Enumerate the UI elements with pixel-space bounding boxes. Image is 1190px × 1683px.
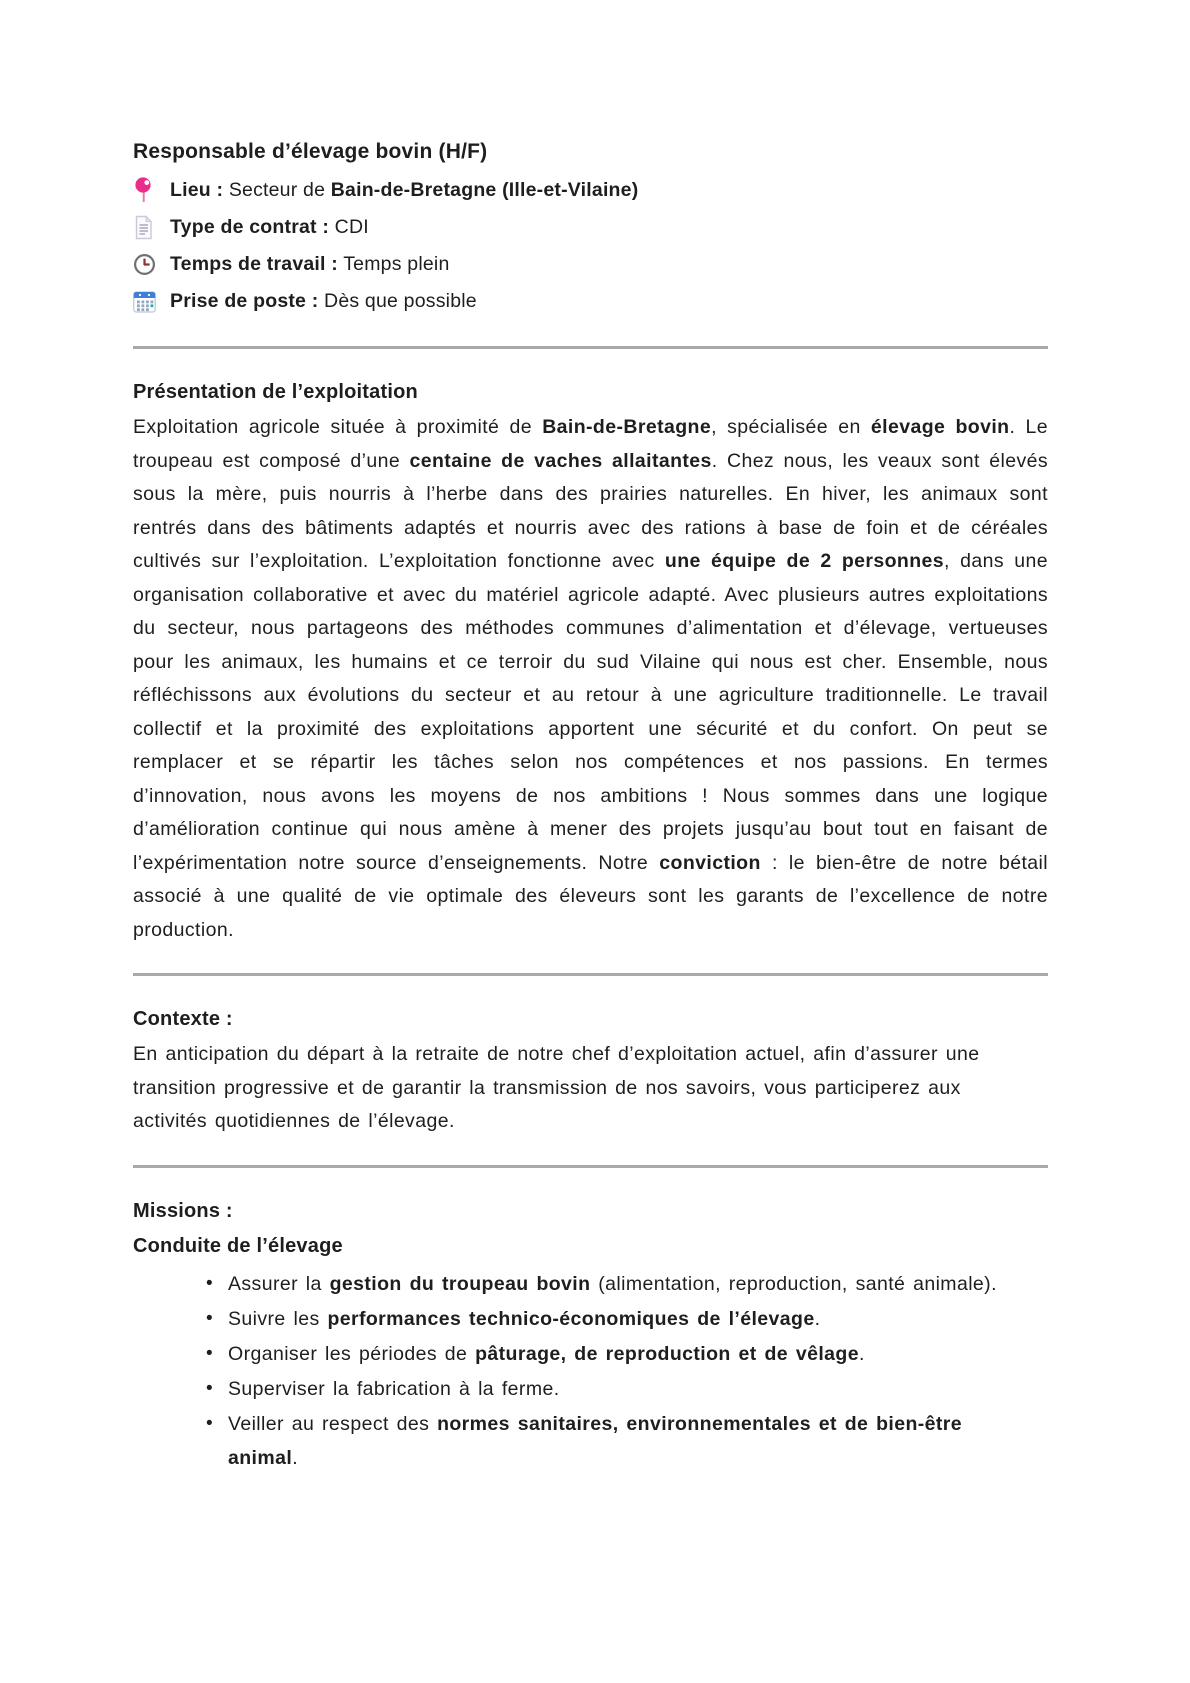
mission-item: • Organiser les périodes de pâturage, de reproduction et de vêlage. xyxy=(200,1337,1028,1371)
section-divider xyxy=(133,346,1048,349)
document-icon xyxy=(133,215,163,240)
detail-temps-text: Temps de travail : Temps plein xyxy=(170,253,450,275)
detail-contrat-text: Type de contrat : CDI xyxy=(170,216,369,238)
section-divider xyxy=(133,973,1048,976)
detail-row-contrat xyxy=(133,209,1048,246)
mission-item: • Superviser la fabrication à la ferme. xyxy=(200,1372,1028,1406)
clock-icon xyxy=(133,253,163,276)
presentation-paragraph: Exploitation agricole située à proximité de Bain-de-Bretagne, spécialisée en élevage bovin. Le troupeau est composé d’une centaine de vaches allaitantes. Chez nous, les veaux sont élevés sous la mère, puis nourris à l’herbe dans des prairies naturelles. En hiver, les animaux sont rentrés dans des bâtiments adaptés et nourris avec des rations à base de foin et de céréales cultivés sur l’exploitation. L’exploitation fonctionne avec une équipe de 2 personnes, dans une organisation collaborative et avec du matériel agricole adapté. Avec plusieurs autres exploitations du secteur, nous partageons des méthodes communes d’alimentation et d’élevage, vertueuses pour les animaux, les humains et ce terroir du sud Vilaine qui nous est cher. Ensemble, nous réfléchissons aux évolutions du secteur et au retour à une agriculture traditionnelle. Le travail collectif et la proximité des exploitations apportent une sécurité et du confort. On peut se remplacer et se répartir les tâches selon nos compétences et nos passions. En termes d’innovation, nous avons les moyens de nos ambitions ! Nous sommes dans une logique d’amélioration continue qui nous amène à mener des projets jusqu’au bout tout en faisant de l’expérimentation notre source d’enseignements. Notre conviction : le bien-être de notre bétail associé à une qualité de vie optimale des éleveurs sont les garants de l’excellence de notre production. xyxy=(133,416,1049,941)
mission-item: • Assurer la gestion du troupeau bovin (alimentation, reproduction, santé animale). xyxy=(200,1267,1028,1301)
missions-subheading: Conduite de l’élevage xyxy=(133,1234,343,1257)
detail-row-temps xyxy=(133,246,1048,283)
missions-list xyxy=(133,1267,1048,1475)
mission-item: • Suivre les performances technico-économiques de l’élevage. xyxy=(200,1302,1028,1336)
missions-heading: Missions : xyxy=(133,1199,233,1222)
mission-item: • Veiller au respect des normes sanitaires, environnementales et de bien-être animal. xyxy=(200,1407,1028,1475)
detail-row-poste xyxy=(133,283,1048,320)
detail-poste-text: Prise de poste : Dès que possible xyxy=(170,290,477,312)
section-divider xyxy=(133,1165,1048,1168)
calendar-icon xyxy=(133,291,163,313)
contexte-heading: Contexte : xyxy=(133,1008,233,1030)
detail-lieu-text: Lieu : Secteur de Bain-de-Bretagne (Ille-et-Vilaine) xyxy=(170,179,639,201)
section-contexte xyxy=(133,1006,1048,1139)
contexte-paragraph: En anticipation du départ à la retraite de notre chef d’exploitation actuel, afin d’assurer une transition progressive et de garantir la transmission de nos savoirs, vous participerez aux activités quotidiennes de l’élevage. xyxy=(133,1043,980,1132)
detail-row-lieu xyxy=(133,172,1048,209)
presentation-heading: Présentation de l’exploitation xyxy=(133,381,418,403)
job-header xyxy=(133,140,1048,320)
section-missions xyxy=(133,1198,1048,1475)
section-presentation xyxy=(133,379,1048,947)
job-title: Responsable d’élevage bovin (H/F) xyxy=(133,140,488,163)
location-pin-icon xyxy=(133,177,163,204)
